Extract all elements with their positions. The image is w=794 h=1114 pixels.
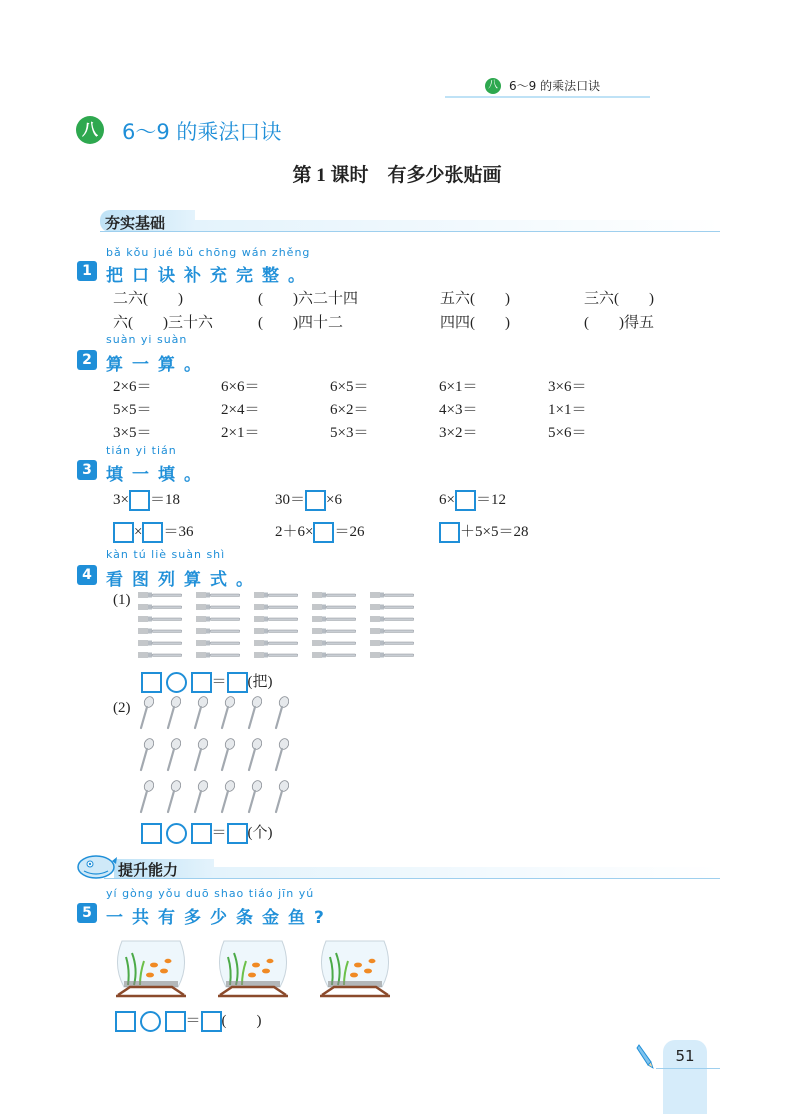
unit-label: (个) <box>247 825 273 841</box>
q4-pinyin: kàn tú liè suàn shì <box>106 548 226 561</box>
q1-item: 二六( ) <box>113 291 183 307</box>
spoon-icon <box>165 696 181 730</box>
q4-number: 4 <box>77 565 97 585</box>
q3-title: 填一填。 <box>106 465 210 485</box>
q3-e-prefix: 2＋6× <box>275 524 314 540</box>
spoon-icon <box>192 738 208 772</box>
fork-icon <box>370 592 414 598</box>
fork-icon <box>312 616 356 622</box>
fork-icon <box>138 592 182 598</box>
section-bar-advanced <box>74 857 720 879</box>
q3-item-c <box>439 488 506 511</box>
q3-item-b <box>275 488 342 511</box>
fork-icon <box>312 640 356 646</box>
answer-box[interactable] <box>305 490 326 511</box>
spoon-icon <box>273 738 289 772</box>
spoon-icon <box>138 696 154 730</box>
q2-cell: 3×5＝ <box>113 425 152 441</box>
spoon-icon <box>138 780 154 814</box>
q3-e-suffix: ＝26 <box>334 524 365 540</box>
section-title-basic: 夯实基础 <box>105 214 166 232</box>
q3-a-prefix: 3× <box>113 492 129 508</box>
fork-icon <box>312 604 356 610</box>
answer-box[interactable] <box>113 522 134 543</box>
q2-cell: 5×3＝ <box>330 425 369 441</box>
unit-label: ( ) <box>221 1013 262 1029</box>
fork-icon <box>254 640 298 646</box>
equals-sign: ＝ <box>185 1013 201 1029</box>
pencil-icon <box>636 1042 658 1070</box>
q4-part2-label: (2) <box>113 700 131 716</box>
answer-box[interactable] <box>141 823 162 844</box>
q2-pinyin: suàn yi suàn <box>106 333 188 346</box>
fork-icon <box>370 652 414 658</box>
q3-number: 3 <box>77 460 97 480</box>
q2-cell: 5×5＝ <box>113 402 152 418</box>
q1-title: 把口诀补充完整。 <box>106 266 314 286</box>
q5-equation <box>115 1009 262 1032</box>
answer-box[interactable] <box>227 672 248 693</box>
fork-icon <box>370 616 414 622</box>
section-bar-basic <box>100 210 720 232</box>
equals-sign: ＝ <box>211 825 227 841</box>
fork-icon <box>138 604 182 610</box>
q5-number: 5 <box>77 903 97 923</box>
unit-title: 6～9 的乘法口诀 <box>122 120 282 144</box>
q2-cell: 3×6＝ <box>548 379 587 395</box>
q2-cell: 2×6＝ <box>113 379 152 395</box>
unit-label: (把) <box>247 674 273 690</box>
fork-icon <box>254 652 298 658</box>
q3-d-operator: × <box>134 524 143 540</box>
q1-item: ( )四十二 <box>258 315 343 331</box>
spoon-icon <box>192 780 208 814</box>
q1-item: 四四( ) <box>440 315 510 331</box>
spoon-icon <box>273 696 289 730</box>
operator-circle[interactable] <box>166 672 187 693</box>
section-title-advanced: 提升能力 <box>118 861 179 879</box>
fork-icon <box>254 604 298 610</box>
fork-icon <box>312 652 356 658</box>
q3-item-e <box>275 520 364 543</box>
q4-part2-equation <box>141 821 273 844</box>
answer-box[interactable] <box>165 1011 186 1032</box>
q2-cell: 2×4＝ <box>221 402 260 418</box>
running-header <box>445 76 650 98</box>
forks-illustration <box>138 592 423 664</box>
answer-box[interactable] <box>191 823 212 844</box>
spoon-icon <box>138 738 154 772</box>
running-header-title: 6～9 的乘法口诀 <box>509 79 601 93</box>
q3-c-suffix: ＝12 <box>475 492 506 508</box>
q2-cell: 6×1＝ <box>439 379 478 395</box>
lesson-title: 第 1 课时 有多少张贴画 <box>292 165 502 186</box>
fishbowl-icon <box>212 935 294 1003</box>
q1-item: 三六( ) <box>584 291 654 307</box>
fork-icon <box>138 616 182 622</box>
q1-item: 五六( ) <box>440 291 510 307</box>
answer-box[interactable] <box>455 490 476 511</box>
answer-box[interactable] <box>439 522 460 543</box>
q1-item: 六( )三十六 <box>113 315 213 331</box>
spoon-icon <box>219 696 235 730</box>
fork-icon <box>196 592 240 598</box>
answer-box[interactable] <box>129 490 150 511</box>
q2-cell: 2×1＝ <box>221 425 260 441</box>
spoon-icon <box>273 780 289 814</box>
q2-cell: 3×2＝ <box>439 425 478 441</box>
q3-item-a <box>113 488 180 511</box>
q4-title: 看图列算式。 <box>106 570 262 590</box>
fork-icon <box>312 592 356 598</box>
fork-icon <box>196 604 240 610</box>
fork-icon <box>370 604 414 610</box>
q2-cell: 5×6＝ <box>548 425 587 441</box>
q2-cell: 6×2＝ <box>330 402 369 418</box>
spoon-icon <box>192 696 208 730</box>
spoon-icon <box>165 738 181 772</box>
fork-icon <box>254 592 298 598</box>
spoon-icon <box>246 738 262 772</box>
q3-pinyin: tián yi tián <box>106 444 177 457</box>
q4-part1-equation <box>141 670 273 693</box>
q3-item-f <box>439 520 528 543</box>
equals-sign: ＝ <box>211 674 227 690</box>
q3-d-suffix: ＝36 <box>163 524 194 540</box>
chapter-badge: 八 <box>485 78 501 94</box>
spoons-illustration <box>138 696 303 816</box>
q3-b-prefix: 30＝ <box>275 492 306 508</box>
q1-pinyin: bǎ kǒu jué bǔ chōng wán zhěng <box>106 246 311 259</box>
q3-a-suffix: ＝18 <box>149 492 180 508</box>
fork-icon <box>196 628 240 634</box>
q1-number: 1 <box>77 261 97 281</box>
fishbowls-illustration <box>110 935 410 1005</box>
q4-part1-label: (1) <box>113 592 131 608</box>
fork-icon <box>312 628 356 634</box>
q2-cell: 6×6＝ <box>221 379 260 395</box>
spoon-icon <box>165 780 181 814</box>
fork-icon <box>370 640 414 646</box>
q2-title: 算一算。 <box>106 355 210 375</box>
fishbowl-icon <box>110 935 192 1003</box>
fork-icon <box>138 628 182 634</box>
operator-circle[interactable] <box>140 1011 161 1032</box>
q5-pinyin: yí gòng yǒu duō shao tiáo jīn yú <box>106 887 315 900</box>
spoon-icon <box>246 780 262 814</box>
q3-f-suffix: ＋5×5＝28 <box>460 524 529 540</box>
header-rule <box>445 96 650 98</box>
q2-cell: 6×5＝ <box>330 379 369 395</box>
answer-box[interactable] <box>115 1011 136 1032</box>
fork-icon <box>196 640 240 646</box>
unit-badge: 八 <box>76 116 104 144</box>
q1-item: ( )得五 <box>584 315 654 331</box>
spoon-icon <box>219 738 235 772</box>
answer-box[interactable] <box>227 823 248 844</box>
q5-title: 一共有多少条金鱼? <box>106 908 333 928</box>
q1-item: ( )六二十四 <box>258 291 358 307</box>
q3-b-suffix: ×6 <box>326 492 342 508</box>
spoon-icon <box>219 780 235 814</box>
operator-circle[interactable] <box>166 823 187 844</box>
q3-c-prefix: 6× <box>439 492 455 508</box>
mascot-icon <box>74 851 118 881</box>
fork-icon <box>196 616 240 622</box>
fork-icon <box>370 628 414 634</box>
fishbowl-icon <box>314 935 396 1003</box>
page-number: 51 <box>675 1047 695 1065</box>
answer-box[interactable] <box>191 672 212 693</box>
q2-cell: 1×1＝ <box>548 402 587 418</box>
footer-rule <box>656 1068 720 1069</box>
fork-icon <box>196 652 240 658</box>
q2-number: 2 <box>77 350 97 370</box>
answer-box[interactable] <box>313 522 334 543</box>
fork-icon <box>138 640 182 646</box>
answer-box[interactable] <box>201 1011 222 1032</box>
fork-icon <box>254 628 298 634</box>
q3-item-d <box>113 520 193 543</box>
answer-box[interactable] <box>142 522 163 543</box>
answer-box[interactable] <box>141 672 162 693</box>
spoon-icon <box>246 696 262 730</box>
fork-icon <box>254 616 298 622</box>
q2-cell: 4×3＝ <box>439 402 478 418</box>
fork-icon <box>138 652 182 658</box>
